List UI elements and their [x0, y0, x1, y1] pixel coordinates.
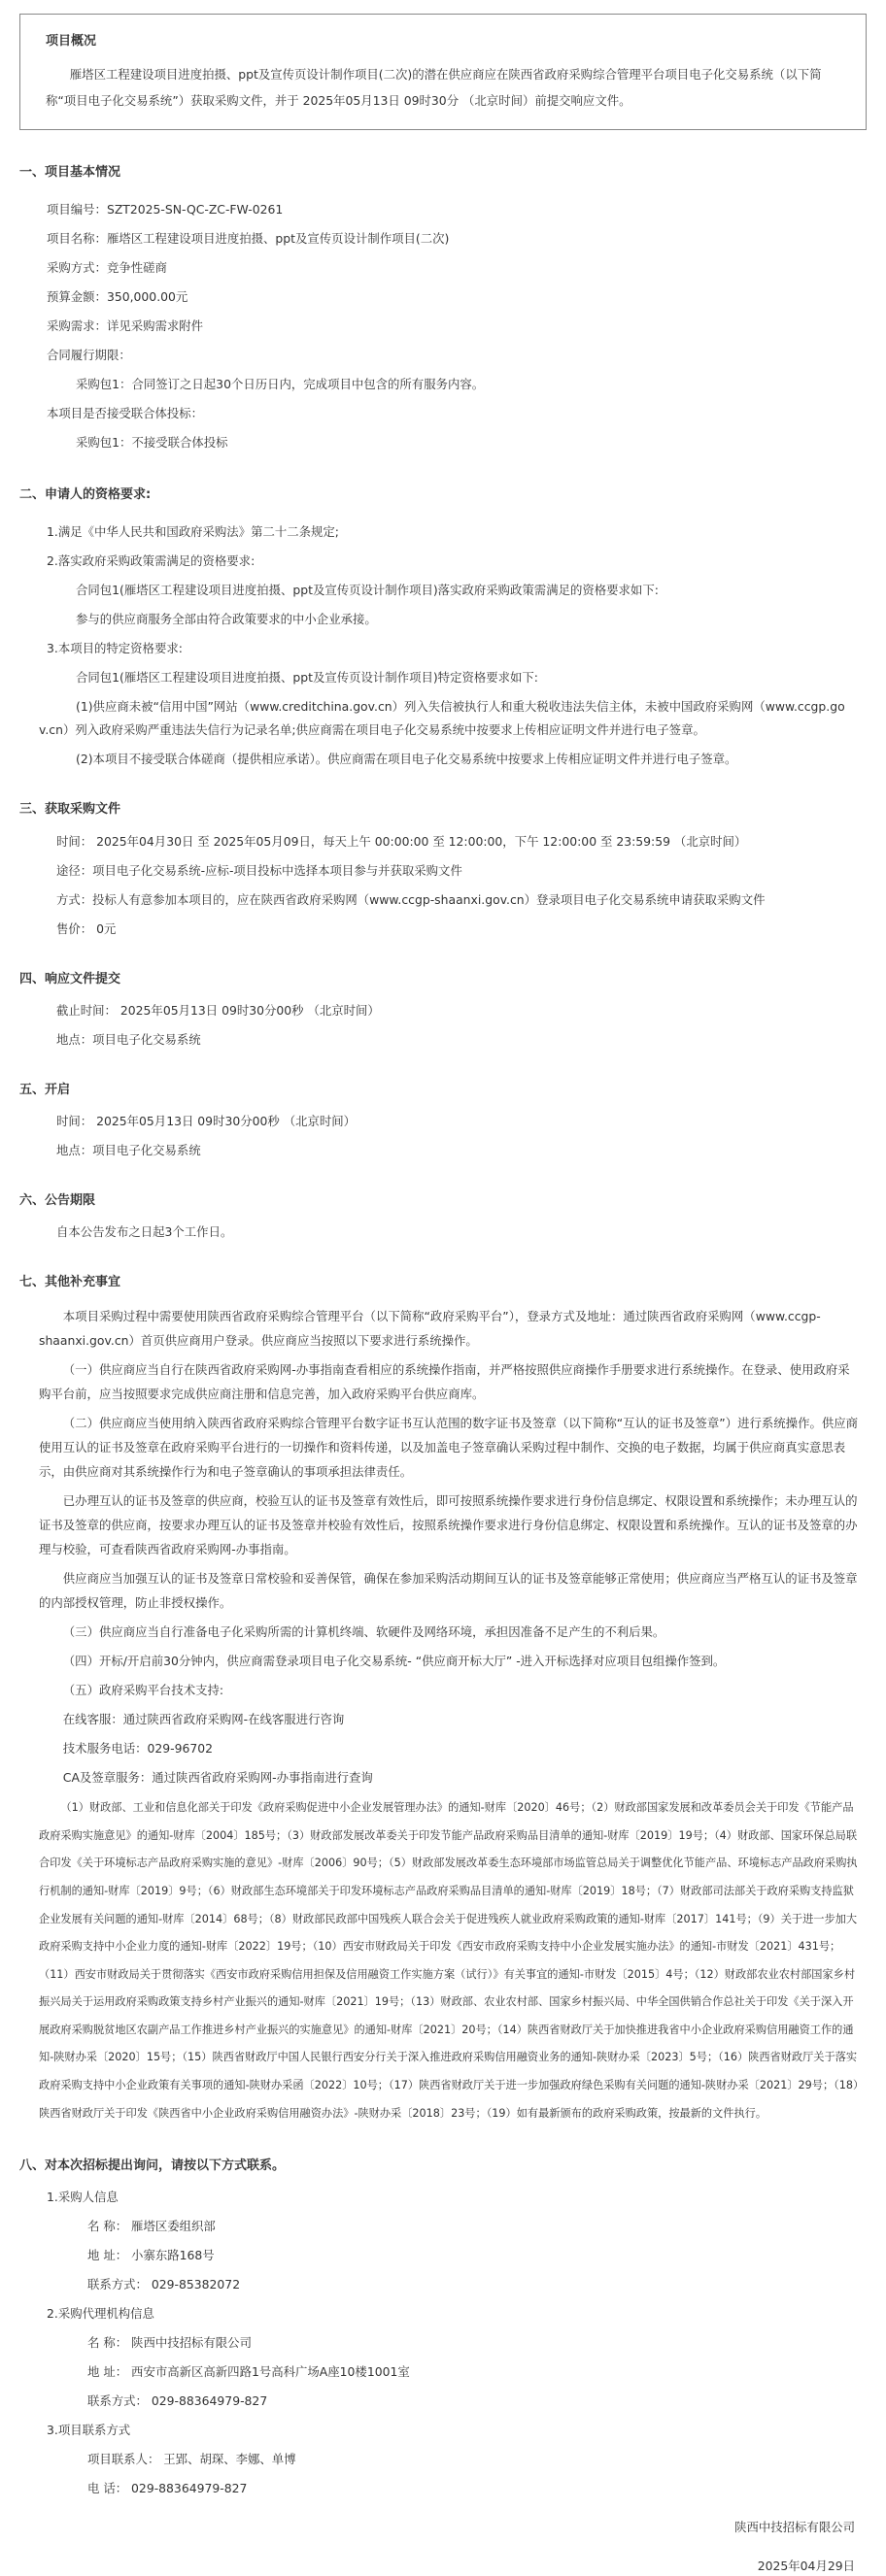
- agency-phone: 联系方式： 029-88364979-827: [87, 2393, 268, 2409]
- section-qualification: [14, 485, 872, 769]
- section-title: 六、公告期限: [19, 1192, 96, 1208]
- section-opening: [14, 1081, 872, 1160]
- qualification-subitem: 参与的供应商服务全部由符合政策要求的中小企业承接。: [76, 612, 377, 627]
- qualification-item: 3.本项目的特定资格要求:: [47, 641, 183, 656]
- other-paragraph: （三）供应商应当自行准备电子化采购所需的计算机终端、软硬件及网络环境，承担因准备不足产生的不利后果。: [62, 1624, 665, 1640]
- project-number: 项目编号：SZT2025-SN-QC-ZC-FW-0261: [47, 202, 284, 217]
- agency-address: 地 址： 西安市高新区高新四路1号高科广场A座10楼1001室: [87, 2364, 410, 2380]
- online-service: 在线客服：通过陕西省政府采购网-在线客服进行咨询: [62, 1712, 345, 1727]
- qualification-item: 1.满足《中华人民共和国政府采购法》第二十二条规定;: [47, 524, 339, 540]
- section-basic-info: [14, 163, 872, 452]
- other-paragraph: （五）政府采购平台技术支持:: [62, 1683, 224, 1698]
- other-paragraph: 供应商应当加强互认的证书及签章日常校验和妥善保管，确保在参加采购活动期间互认的证书及签章能够正常使用；供应商应当严格互认的证书及签章的内部授权管理，防止非授权操作。: [39, 1571, 858, 1611]
- other-paragraph: （一）供应商应当自行在陕西省政府采购网-办事指南查看相应的系统操作指南，并严格按照供应商操作手册要求进行系统操作。在登录、使用政府采购平台前，应当按照要求完成供应商注册和信息完善，加入政府采购平台供应商库。: [39, 1362, 850, 1402]
- obtain-way: 途径：项目电子化交易系统-应标-项目投标中选择本项目参与并获取采购文件: [56, 862, 462, 878]
- qualification-subitem: (2)本项目不接受联合体磋商（提供相应承诺）。供应商需在项目电子化交易系统中按要求上传相应证明文件并进行电子签章。: [76, 752, 737, 767]
- overview-text: 雁塔区工程建设项目进度拍摄、ppt及宣传页设计制作项目(二次)的潜在供应商应在陕西省政府采购综合管理平台项目电子化交易系统（以下简称“项目电子化交易系统”）获取采购文件，并于 2025年05月13日 09时30分 （北京时间）前提交响应文件。: [46, 67, 822, 109]
- obtain-price: 售价： 0元: [56, 920, 117, 936]
- project-contacts: 项目联系人： 王郢、胡琛、李娜、单博: [87, 2452, 296, 2467]
- ca-service: CA及签章服务：通过陕西省政府采购网-办事指南进行查询: [62, 1770, 373, 1786]
- purchaser-phone: 联系方式： 029-85382072: [87, 2277, 241, 2292]
- signature-block: [14, 2518, 872, 2576]
- qualification-subitem: (1)供应商未被“信用中国”网站（www.creditchina.gov.cn）列入失信被执行人和重大税收违法失信主体，未被中国政府采购网（www.ccgp.go: [76, 699, 845, 715]
- other-paragraph: （四）开标/开启前30分钟内，供应商需登录项目电子化交易系统- “供应商开标大厅” -进入开标选择对应项目包组操作签到。: [62, 1654, 726, 1669]
- other-paragraph: 本项目采购过程中需要使用陕西省政府采购综合管理平台（以下简称“政府采购平台”），登录方式及地址：通过陕西省政府采购网（www.ccgp-shaanxi.gov.cn）首页供应商用户登录。供应商应当按照以下要求进行系统操作。: [39, 1309, 821, 1349]
- signature-date: 2025年04月29日: [757, 2559, 855, 2574]
- procurement-demand: 采购需求：详见采购需求附件: [47, 318, 204, 334]
- section-title: 八、对本次招标提出询问，请按以下方式联系。: [19, 2158, 286, 2174]
- contact-group-title: 3.项目联系方式: [47, 2423, 131, 2438]
- qualification-subitem: 合同包1(雁塔区工程建设项目进度拍摄、ppt及宣传页设计制作项目)特定资格要求如下:: [76, 670, 538, 686]
- section-contacts: [14, 2157, 872, 2498]
- contact-group-title: 1.采购人信息: [47, 2190, 119, 2205]
- section-submission: [14, 970, 872, 1050]
- section-title: 一、项目基本情况: [19, 165, 121, 181]
- opening-place: 地点：项目电子化交易系统: [56, 1142, 201, 1157]
- signature-org: 陕西中技招标有限公司: [734, 2520, 855, 2535]
- purchaser-address: 地 址： 小寨东路168号: [87, 2248, 215, 2263]
- policy-list: （1）财政部、工业和信息化部关于印发《政府采购促进中小企业发展管理办法》的通知-财库〔2020〕46号；（2）财政部国家发展和改革委员会关于印发《节能产品政府采购实施意见》的通知-财库〔2004〕185号；（3）财政部发展改革委关于印发节能产品政府采购品目清单的通知-财库〔2019〕19号；（4）财政部、国家环保总局联合印发《关于环境标志产品政府采购实施的意见》-财库〔2006〕90号；（5）财政部发展改革委生态环境部市场监管总局关于调整优化节能产品、环境标志产品政府采购执行机制的通知-财库〔2019〕9号；（6）财政部生态环境部关于印发环境标志产品政府采购品目清单的通知-财库〔2019〕18号；（7）财政部司法部关于政府采购支持监狱企业发展有关问题的通知-财库〔2014〕68号；（8）财政部民政部中国残疾人联合会关于促进残疾人就业政府采购政策的通知-财库〔2017〕141号；（9）关于进一步加大政府采购支持中小企业力度的通知-财库〔2022〕19号；（10）西安市财政局关于印发《西安市政府采购支持中小企业发展实施办法》的通知-市财发〔2021〕431号；（11）西安市财政局关于贯彻落实《西安市政府采购信用担保及信用融资工作实施方案（试行）》有关事宜的通知-市财发〔2015〕4号；（12）财政部农业农村部国家乡村振兴局关于运用政府采购政策支持乡村产业振兴的通知-财库〔2021〕19号；（13）财政部、农业农村部、国家乡村振兴局、中华全国供销合作总社关于印发《关于深入开展政府采购脱贫地区农副产品工作推进乡村产业振兴的实施意见》的通知-财库〔2021〕20号；（14）陕西省财政厅关于加快推进我省中小企业政府采购信用融资工作的通知-陕财办采〔2020〕15号；（15）陕西省财政厅中国人民银行西安分行关于深入推进政府采购信用融资业务的通知-陕财办采〔2023〕5号；（16）陕西省财政厅关于落实政府采购支持中小企业政策有关事项的通知-陕财办采函〔2022〕10号；（17）陕西省财政厅关于进一步加强政府绿色采购有关问题的通知-陕财办采〔2021〕29号；（18）陕西省财政厅关于印发《陕西省中小企业政府采购信用融资办法》-陕财办采〔2018〕23号；（19）如有最新颁布的政府采购政策，按最新的文件执行。: [39, 1801, 859, 2120]
- other-paragraph: 已办理互认的证书及签章的供应商，校验互认的证书及签章有效性后，即可按照系统操作要求进行身份信息绑定、权限设置和系统操作；未办理互认的证书及签章的供应商，按要求办理互认的证书及签章并校验有效性后，按照系统操作要求进行身份信息绑定、权限设置和系统操作。互认的证书及签章的办理与校验，可查看陕西省政府采购网-办事指南。: [39, 1493, 858, 1557]
- overview-box: [19, 14, 867, 130]
- purchaser-name: 名 称： 雁塔区委组织部: [87, 2219, 216, 2234]
- section-obtain-documents: [14, 800, 872, 938]
- procurement-method: 采购方式：竞争性磋商: [47, 260, 167, 276]
- section-title: 四、响应文件提交: [19, 971, 121, 987]
- section-other-matters: [14, 1273, 872, 2127]
- joint-bid-label: 本项目是否接受联合体投标：: [47, 406, 204, 421]
- contract-period-package: 采购包1：合同签订之日起30个日历日内，完成项目中包含的所有服务内容。: [76, 377, 485, 392]
- qualification-subitem-cont: v.cn）列入政府采购严重违法失信行为记录名单;供应商需在项目电子化交易系统中按要求上传相应证明文件并进行电子签章。: [39, 722, 705, 738]
- qualification-subitem: 合同包1(雁塔区工程建设项目进度拍摄、ppt及宣传页设计制作项目)落实政府采购政策需满足的资格要求如下:: [76, 583, 659, 598]
- section-title: 三、获取采购文件: [19, 802, 121, 818]
- tech-support-phone: 技术服务电话：029-96702: [62, 1741, 214, 1756]
- submission-deadline: 截止时间： 2025年05月13日 09时30分00秒 （北京时间）: [56, 1002, 380, 1018]
- other-paragraph: （二）供应商应当使用纳入陕西省政府采购综合管理平台数字证书互认范围的数字证书及签章（以下简称“互认的证书及签章”）进行系统操作。供应商使用互认的证书及签章在政府采购平台进行的一切操作和资料传递，以及加盖电子签章确认采购过程中制作、交换的电子数据，均属于供应商真实意思表示，由供应商对其系统操作行为和电子签章确认的事项承担法律责任。: [39, 1416, 859, 1480]
- contract-period-label: 合同履行期限：: [47, 348, 131, 363]
- project-phone: 电 话： 029-88364979-827: [87, 2481, 248, 2496]
- project-name: 项目名称：雁塔区工程建设项目进度拍摄、ppt及宣传页设计制作项目(二次): [47, 231, 450, 247]
- section-title: 七、其他补充事宜: [19, 1274, 121, 1289]
- notice-period-text: 自本公告发布之日起3个工作日。: [56, 1223, 233, 1239]
- joint-bid-package: 采购包1：不接受联合体投标: [76, 435, 228, 451]
- section-notice-period: [14, 1191, 872, 1242]
- qualification-item: 2.落实政府采购政策需满足的资格要求:: [47, 553, 256, 569]
- obtain-time: 时间： 2025年04月30日 至 2025年05月09日，每天上午 00:00:00 至 12:00:00，下午 12:00:00 至 23:59:59 （北京时间）: [56, 833, 747, 849]
- section-title: 二、申请人的资格要求:: [19, 487, 152, 503]
- overview-title: 项目概况: [46, 34, 97, 49]
- section-title: 五、开启: [19, 1082, 71, 1097]
- submission-place: 地点：项目电子化交易系统: [56, 1031, 201, 1047]
- contact-group-title: 2.采购代理机构信息: [47, 2306, 154, 2322]
- obtain-mode: 方式：投标人有意参加本项目的，应在陕西省政府采购网（www.ccgp-shaanxi.gov.cn）登录项目电子化交易系统申请获取采购文件: [56, 891, 766, 907]
- budget-amount: 预算金额：350,000.00元: [47, 289, 188, 305]
- agency-name: 名 称： 陕西中技招标有限公司: [87, 2335, 252, 2351]
- opening-time: 时间： 2025年05月13日 09时30分00秒 （北京时间）: [56, 1113, 357, 1128]
